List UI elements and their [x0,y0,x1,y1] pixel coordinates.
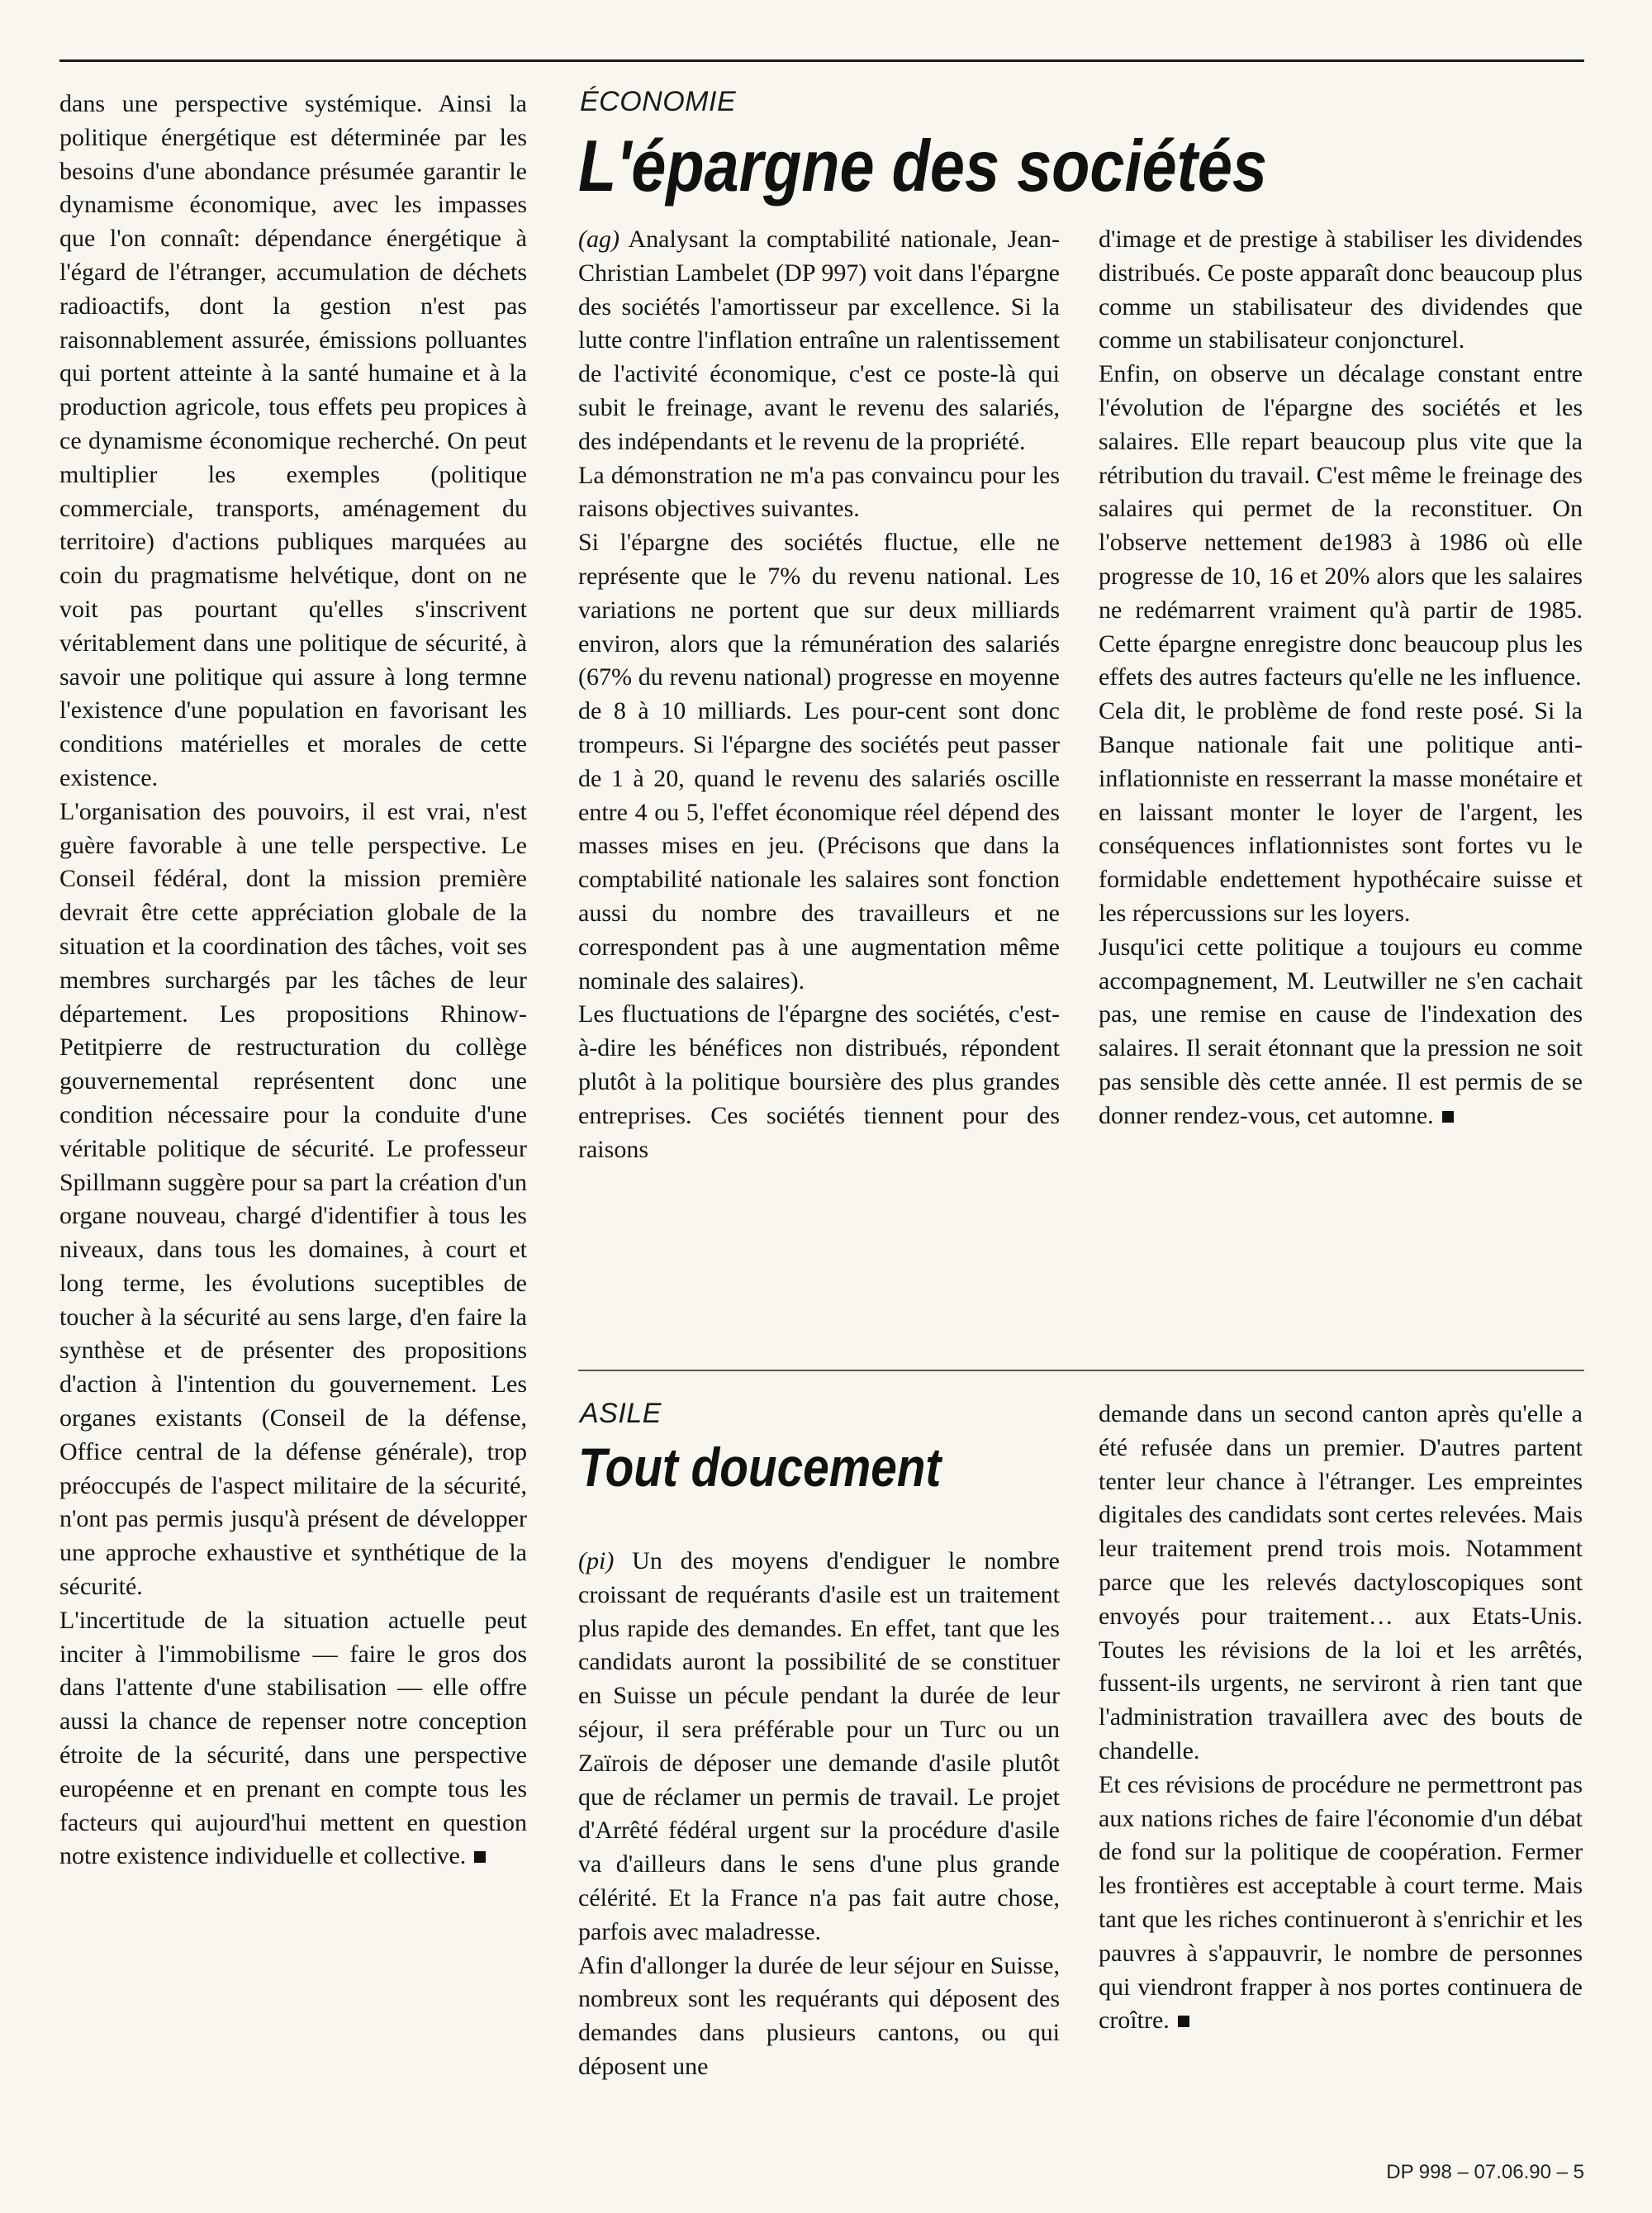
headline-epargne: L'épargne des sociétés [578,125,1267,207]
rubric-economie: ÉCONOMIE [580,86,737,117]
section-divider [578,1370,1584,1371]
economie-paragraph: Si l'épargne des sociétés fluctue, elle ne représente que le 7% du revenu national. Les variations ne portent que sur deux milliards environ, alors que la rémunération des salariés (67% du revenu national) progresse en moyenne de 8 à 10 milliards. Les pour-cent sont donc trompeurs. Si l'épargne des sociétés peut passer de 1 à 20, quand le revenu des salariés oscille entre 4 ou 5, l'effet économique réel dépend des masses mises en jeu. (Précisons que dans la comptabilité nationale les salaires sont fonction aussi du nombre des travailleurs et ne correspondent pas à une augmentation même nominale des salaires). [578,529,1060,995]
end-of-article-mark [1178,2016,1189,2027]
top-rule [59,59,1584,62]
economie-paragraph: Les fluctuations de l'épargne des sociétés, c'est-à-dire les bénéfices non distribués, répondent plutôt à la politique boursière des plus grandes entreprises. Ces sociétés tiennent pour des raisons [578,1000,1060,1163]
asile-paragraph: Afin d'allonger la durée de leur séjour en Suisse, nombreux sont les requérants qui déposent des demandes dans plusieurs cantons, ou qui déposent une [578,1951,1060,2080]
left-column-article-continuation [59,88,527,1873]
economie-column-2 [1099,223,1583,1133]
economie-paragraph: Cela dit, le problème de fond reste posé. Si la Banque nationale fait une politique anti-inflationniste en resserrant la masse monétaire et en laissant monter le loyer de l'argent, les conséquences inflationnistes sont fortes vu le formidable endettement hypothécaire suisse et les répercussions sur les loyers. [1099,697,1583,927]
asile-column-2 [1099,1398,1583,2038]
left-paragraph: L'organisation des pouvoirs, il est vrai, n'est guère favorable à une telle perspective. Le Conseil fédéral, dont la mission première devrait être cette appréciation globale de la situation et la coordination des tâches, voit ses membres surchargés par les tâches de leur département. Les propositions Rhinow-Petitpierre de restructuration du collège gouvernemental représentent donc une condition nécessaire pour la conduite d'une véritable politique de sécurité. Le professeur Spillmann suggère pour sa part la création d'un organe nouveau, chargé d'identifier à tous les niveaux, dans tous les domaines, à court et long terme, les évolutions suceptibles de toucher à la sécurité au sens large, d'en faire la synthèse et de présenter des propositions d'action à l'intention du gouvernement. Les organes existants (Conseil de la défense, Office central de la défense générale), trop préoccupés de l'aspect militaire de la sécurité, n'ont pas permis jusqu'à présent de développer une approche exhaustive et synthétique de la sécurité. [59,797,527,1601]
economie-paragraph: Enfin, on observe un décalage constant entre l'évolution de l'épargne des sociétés et les salaires. Elle repart beaucoup plus vite que la rétribution du travail. C'est même le freinage des salaires qui permet de la reconstituer. On l'observe nettement de1983 à 1986 où elle progresse de 10, 16 et 20% alors que les salaires ne redémarrent vraiment qu'à partir de 1985. Cette épargne enregistre donc beaucoup plus les effets des autres facteurs qu'elle ne les influence. [1099,360,1583,691]
economie-paragraph: d'image et de prestige à stabiliser les dividendes distribués. Ce poste apparaît donc beaucoup plus comme un stabilisateur des dividendes que comme un stabilisateur conjoncturel. [1099,226,1583,354]
headline-tout-doucement: Tout doucement [578,1437,942,1498]
end-of-article-mark [1442,1111,1454,1123]
economie-paragraph: La démonstration ne m'a pas convaincu pour les raisons objectives suivantes. [578,461,1060,523]
asile-paragraph: Et ces révisions de procédure ne permettront pas aux nations riches de faire l'économie d'un débat de fond sur la politique de coopération. Fermer les frontières est acceptable à court terme. Mais tant que les riches continueront à s'enrichir et les pauvres à s'appauvrir, le nombre de personnes qui viendront frapper à nos portes continuera de croître. [1099,1770,1583,2035]
asile-paragraph: demande dans un second canton après qu'elle a été refusée dans un premier. D'autres partent tenter leur chance à l'étranger. Les empreintes digitales des candidats sont certes relevées. Mais leur traitement prend trois mois. Notamment parce que les relevés dactyloscopiques sont envoyés pour traitement… aux Etats-Unis. Toutes les révisions de la loi et les arrêtés, fussent-ils urgents, ne serviront à rien tant que l'administration travaillera avec des bouts de chandelle. [1099,1400,1583,1764]
economie-column-1 [578,223,1060,1166]
rubric-asile: ASILE [580,1398,662,1429]
page-footer: DP 998 – 07.06.90 – 5 [1386,2161,1584,2183]
asile-column-1 [578,1545,1060,2084]
left-paragraph: dans une perspective systémique. Ainsi la politique énergétique est déterminée par les besoins d'une abondance présumée garantir le dynamisme économique, avec les impasses que l'on connaît: dépendance énergétique à l'égard de l'étranger, accumulation de déchets radioactifs, dont la gestion n'est pas raisonnablement assurée, émissions polluantes qui portent atteinte à la santé humaine et à la production agricole, tous effets peu propices à ce dynamisme économique recherché. On peut multiplier les exemples (politique commerciale, transports, aménagement du territoire) d'actions publiques marquées au coin du pragmatisme helvétique, dont on ne voit pas pourtant qu'elles s'inscrivent véritablement dans une politique de sécurité, à savoir une politique qui assure à long termne l'existence d'une population en favorisant les conditions matérielles et morales de cette existence. [59,90,527,791]
economie-paragraph: Jusqu'ici cette politique a toujours eu comme accompagnement, M. Leutwiller ne s'en cachait pas, une remise en cause de l'indexation des salaires. Il serait étonnant que la pression ne soit pas sensible dès cette année. Il est permis de se donner rendez-vous, cet automne. [1099,933,1583,1129]
author-initials: (ag) [578,226,620,253]
left-paragraph: L'incertitude de la situation actuelle peut inciter à l'immobilisme — faire le gros dos dans l'attente d'une stabilisation — elle offre aussi la chance de repenser notre conception étroite de la sécurité, dans une perspective européenne et en prenant en compte tous les facteurs qui aujourd'hui mettent en question notre existence individuelle et collective. [59,1606,527,1870]
economie-paragraph: (ag) Analysant la comptabilité nationale, Jean-Christian Lambelet (DP 997) voit dans l'épargne des sociétés l'amortisseur par excellence. Si la lutte contre l'inflation entraîne un ralentissement de l'activité économique, c'est ce poste-là qui subit le freinage, avant le revenu des salariés, des indépendants et le revenu de la propriété. [578,226,1060,455]
asile-paragraph: (pi) Un des moyens d'endiguer le nombre croissant de requérants d'asile est un traitement plus rapide des demandes. En effet, tant que les candidats auront la possibilité de se constituer en Suisse un pécule pendant la durée de leur séjour, il sera préférable pour un Turc ou un Zaïrois de déposer une demande d'asile plutôt que de réclamer un permis de travail. Le projet d'Arrêté fédéral urgent sur la procédure d'asile va d'ailleurs dans le sens d'une plus grande célérité. Et la France n'a pas fait autre chose, parfois avec maladresse. [578,1547,1060,1945]
author-initials: (pi) [578,1547,615,1574]
end-of-article-mark [474,1851,486,1863]
